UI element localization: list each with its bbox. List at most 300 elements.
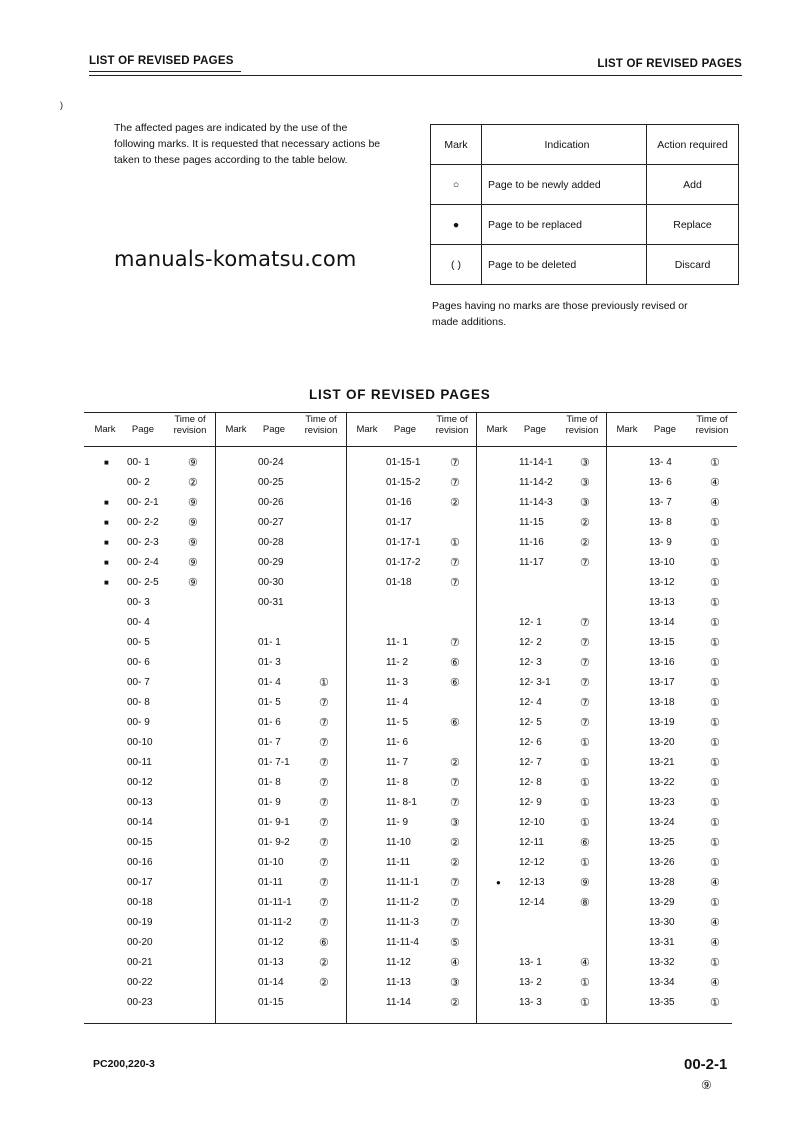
page-cell: 11- 8 [386,777,409,788]
page-cell: 11- 2 [386,657,409,668]
page-cell: 12- 8 [519,777,542,788]
page-cell: 00-20 [127,937,153,948]
col-header-time-line2: revision [304,425,338,436]
page-cell: 00- 9 [127,717,150,728]
revision-cell: ② [319,977,329,989]
page-cell: 13- 6 [649,477,672,488]
page-cell: 13- 8 [649,517,672,528]
page-cell: 00- 4 [127,617,150,628]
page-cell: 11-15 [519,517,544,528]
page-cell: 12- 5 [519,717,542,728]
page-cell: 13-30 [649,917,675,928]
page-cell: 11-14-1 [519,457,553,468]
revision-cell: ⑦ [450,897,460,909]
page-cell: 11-16 [519,537,544,548]
page-cell: 01-18 [386,577,412,588]
col-header-mark: Mark [356,424,378,435]
page-cell: 00-14 [127,817,153,828]
revision-cell: ① [710,697,720,709]
revision-cell: ① [710,957,720,969]
page-cell: 11-17 [519,557,544,568]
col-header-time-line2: revision [695,425,729,436]
page-cell: 01-15-2 [386,477,421,488]
column-divider [606,412,607,1023]
revision-cell: ⑦ [319,897,329,909]
mark-legend-row [431,245,739,285]
page-cell: 00-24 [258,457,284,468]
column-divider [215,412,216,1023]
revision-cell: ① [710,577,720,589]
revision-cell: ⑦ [580,637,590,649]
action-header: Action required [647,125,739,165]
page-cell: 13-23 [649,797,675,808]
revision-cell: ④ [710,497,720,509]
revision-cell: ⑦ [450,797,460,809]
page-cell: 00-17 [127,877,153,888]
revision-cell: ① [710,757,720,769]
revision-cell: ③ [580,477,590,489]
page-cell: 13-35 [649,997,675,1008]
page-cell: 13-15 [649,637,675,648]
indication-cell: Page to be deleted [482,245,647,285]
revision-cell: ⑨ [188,537,198,549]
revision-cell: ④ [710,917,720,929]
page-cell: 01-11-1 [258,897,292,908]
revision-cell: ⑨ [188,577,198,589]
intro-line: The affected pages are indicated by the use of the [114,122,348,134]
page-cell: 00-18 [127,897,153,908]
page-cell: 00- 5 [127,637,150,648]
col-header-time [299,414,343,436]
revision-cell: ① [710,557,720,569]
revision-cell: ① [710,537,720,549]
header-title-left: LIST OF REVISED PAGES [89,55,241,72]
revision-mark-cell: ■ [104,538,109,547]
note-paragraph [432,298,740,330]
page-cell: 11-11-1 [386,877,419,888]
revision-cell: ① [710,777,720,789]
page-cell: 12-12 [519,857,545,868]
page-cell: 11-14-2 [519,477,553,488]
page-cell: 00- 2-4 [127,557,159,568]
revision-cell: ⑦ [319,777,329,789]
page-cell: 01-12 [258,937,284,948]
revision-cell: ② [450,837,460,849]
page-cell: 13-26 [649,857,675,868]
page-cell: 11- 3 [386,677,409,688]
revision-cell: ① [450,537,460,549]
page-cell: 11-11 [386,857,411,868]
mark-legend-header-row [431,125,739,165]
revision-cell: ① [580,777,590,789]
revision-cell: ⑦ [450,777,460,789]
page-cell: 00-25 [258,477,284,488]
revision-cell: ② [580,537,590,549]
action-cell: Replace [647,205,739,245]
intro-paragraph [114,120,404,168]
col-header-page: Page [653,424,677,435]
revision-cell: ⑦ [580,677,590,689]
revision-cell: ① [710,997,720,1009]
revision-cell: ① [710,597,720,609]
revision-mark: ⑨ [701,1078,712,1092]
page-cell: 12- 4 [519,697,542,708]
revision-cell: ⑦ [580,557,590,569]
page-cell: 00-15 [127,837,153,848]
revision-cell: ⑦ [580,617,590,629]
page-cell: 01- 8 [258,777,281,788]
page-cell: 00-19 [127,917,153,928]
revision-cell: ② [580,517,590,529]
revision-cell: ② [319,957,329,969]
page-cell: 13-24 [649,817,675,828]
page-cell: 11- 7 [386,757,409,768]
page-cell: 12-13 [519,877,545,888]
page-cell: 13-28 [649,877,675,888]
page-cell: 00- 1 [127,457,150,468]
col-header-page: Page [523,424,547,435]
col-header-time [690,414,734,436]
revision-cell: ⑦ [319,737,329,749]
revision-cell: ① [710,857,720,869]
page-cell: 11-14-3 [519,497,553,508]
revision-cell: ⑦ [450,577,460,589]
revision-cell: ② [450,757,460,769]
page-cell: 11- 6 [386,737,409,748]
revision-cell: ⑦ [319,817,329,829]
page-cell: 11-11-3 [386,917,419,928]
page-cell: 13-31 [649,937,675,948]
mark-legend-table [430,124,739,285]
revision-cell: ① [710,897,720,909]
page-cell: 00- 2-3 [127,537,159,548]
col-header-page: Page [131,424,155,435]
revision-cell: ④ [710,477,720,489]
page-cell: 13-34 [649,977,675,988]
revision-mark-cell: ■ [104,578,109,587]
page-cell: 01- 1 [258,637,281,648]
revision-cell: ① [710,677,720,689]
page-cell: 01- 4 [258,677,281,688]
action-cell: Add [647,165,739,205]
page-cell: 13-20 [649,737,675,748]
page-cell: 00-21 [127,957,153,968]
page-cell: 13-32 [649,957,675,968]
page-cell: 00-10 [127,737,153,748]
header-rule [89,75,742,76]
revision-cell: ② [450,497,460,509]
revision-cell: ② [450,857,460,869]
page-cell: 00- 8 [127,697,150,708]
col-header-time [168,414,212,436]
indication-cell: Page to be replaced [482,205,647,245]
page-cell: 00-28 [258,537,284,548]
page-cell: 13- 4 [649,457,672,468]
page-cell: 00-13 [127,797,153,808]
col-header-time-line2: revision [173,425,207,436]
page-cell: 13-14 [649,617,675,628]
page-cell: 01-17 [386,517,412,528]
page-cell: 01-17-2 [386,557,421,568]
parenthesis-icon: ( ) [431,245,482,285]
page-number: 00-2-1 [684,1056,728,1073]
revision-cell: ⑦ [580,697,590,709]
page-cell: 13-25 [649,837,675,848]
page-cell: 01-17-1 [386,537,421,548]
revision-cell: ⑦ [319,877,329,889]
revision-cell: ⑦ [450,877,460,889]
page-cell: 01-16 [386,497,412,508]
note-line: made additions. [432,316,507,328]
page-cell: 01- 9-1 [258,817,290,828]
page-cell: 11- 1 [386,637,409,648]
revision-cell: ⑥ [450,677,460,689]
revision-cell: ① [710,637,720,649]
page-cell: 01-11-2 [258,917,292,928]
revision-cell: ① [710,837,720,849]
table-bottom-rule [84,1023,732,1024]
col-header-time [430,414,474,436]
col-header-time-line1: Time of [305,414,337,425]
revision-cell: ① [710,737,720,749]
filled-circle-icon: ● [431,205,482,245]
revision-cell: ⑨ [188,517,198,529]
revision-mark-cell: ■ [104,558,109,567]
revision-cell: ⑦ [319,757,329,769]
col-header-page: Page [393,424,417,435]
revision-cell: ① [710,517,720,529]
page-cell: 11- 9 [386,817,409,828]
page-cell: 01- 7 [258,737,281,748]
indication-cell: Page to be newly added [482,165,647,205]
revision-cell: ① [319,677,329,689]
col-header-time-line2: revision [565,425,599,436]
note-line: Pages having no marks are those previously revised or [432,300,688,312]
page-cell: 13- 7 [649,497,672,508]
indication-header: Indication [482,125,647,165]
page-cell: 01- 7-1 [258,757,290,768]
page-cell: 01-14 [258,977,284,988]
revision-mark-cell: ■ [104,458,109,467]
revision-cell: ⑦ [450,637,460,649]
open-circle-icon: ○ [431,165,482,205]
page-cell: 13- 3 [519,997,542,1008]
col-header-page: Page [262,424,286,435]
page-cell: 11-11-4 [386,937,419,948]
revision-cell: ② [188,477,198,489]
revision-mark-cell: ■ [104,498,109,507]
page-cell: 11-13 [386,977,411,988]
col-header-time-line1: Time of [436,414,468,425]
revision-mark-cell: ■ [104,518,109,527]
page-cell: 12- 9 [519,797,542,808]
page-cell: 00- 2-1 [127,497,159,508]
page-cell: 00-11 [127,757,152,768]
page-cell: 13-19 [649,717,675,728]
page-cell: 12- 6 [519,737,542,748]
revision-cell: ① [580,797,590,809]
revision-cell: ⑦ [319,857,329,869]
page-cell: 13-12 [649,577,675,588]
mark-header: Mark [431,125,482,165]
revision-cell: ⑦ [319,837,329,849]
page-cell: 00-27 [258,517,284,528]
revision-cell: ⑦ [450,917,460,929]
page-cell: 13-22 [649,777,675,788]
revision-cell: ④ [710,977,720,989]
revision-cell: ⑦ [319,697,329,709]
page-cell: 12- 2 [519,637,542,648]
revision-cell: ③ [580,457,590,469]
page-cell: 01-10 [258,857,284,868]
page-cell: 00- 2 [127,477,150,488]
revision-cell: ⑨ [188,497,198,509]
revision-cell: ① [580,997,590,1009]
page-cell: 12-14 [519,897,545,908]
table-top-rule [84,412,737,413]
page-cell: 11- 4 [386,697,409,708]
page-cell: 00- 6 [127,657,150,668]
page-cell: 00-31 [258,597,284,608]
revision-mark-cell: ● [496,878,501,887]
revision-cell: ④ [710,877,720,889]
revision-cell: ① [580,857,590,869]
page-cell: 12- 3 [519,657,542,668]
page-cell: 00-16 [127,857,153,868]
revision-cell: ① [580,977,590,989]
page-cell: 12-11 [519,837,544,848]
revision-cell: ⑧ [580,897,590,909]
revision-cell: ① [710,457,720,469]
revision-cell: ① [710,817,720,829]
page-cell: 00-29 [258,557,284,568]
revision-cell: ⑦ [319,797,329,809]
page-cell: 13-18 [649,697,675,708]
page-cell: 01- 9-2 [258,837,290,848]
col-header-time-line1: Time of [566,414,598,425]
page-cell: 00-26 [258,497,284,508]
revision-cell: ③ [450,817,460,829]
revision-cell: ⑨ [580,877,590,889]
revision-cell: ⑦ [580,657,590,669]
page-cell: 12- 7 [519,757,542,768]
revision-cell: ① [710,617,720,629]
page-cell: 11-11-2 [386,897,419,908]
page-cell: 12- 3-1 [519,677,551,688]
page-cell: 01- 6 [258,717,281,728]
page-cell: 13- 1 [519,957,542,968]
page-cell: 13-21 [649,757,675,768]
revision-cell: ③ [450,977,460,989]
revision-cell: ① [710,797,720,809]
revision-cell: ① [580,737,590,749]
col-header-time-line2: revision [435,425,469,436]
watermark: manuals-komatsu.com [114,247,357,271]
revision-cell: ⑥ [450,657,460,669]
revision-cell: ⑦ [450,557,460,569]
col-header-time [560,414,604,436]
revision-cell: ⑦ [319,717,329,729]
page-cell: 13-29 [649,897,675,908]
model-label: PC200,220-3 [93,1058,155,1070]
page-cell: 11- 5 [386,717,409,728]
revision-cell: ④ [710,937,720,949]
page-cell: 00- 2-5 [127,577,159,588]
revision-cell: ⑤ [450,937,460,949]
page-cell: 11-12 [386,957,411,968]
page-cell: 00- 2-2 [127,517,159,528]
revision-cell: ⑥ [319,937,329,949]
page-cell: 00-23 [127,997,153,1008]
page-cell: 01-13 [258,957,284,968]
page-cell: 11-10 [386,837,411,848]
col-header-time-line1: Time of [696,414,728,425]
revision-cell: ③ [580,497,590,509]
revision-cell: ① [580,757,590,769]
page-cell: 01- 5 [258,697,281,708]
page-cell: 13- 9 [649,537,672,548]
page-cell: 12-10 [519,817,545,828]
revision-cell: ⑥ [580,837,590,849]
page-cell: 11-14 [386,997,411,1008]
page-cell: 00-12 [127,777,153,788]
page-cell: 01-11 [258,877,283,888]
page-cell: 01- 9 [258,797,281,808]
margin-mark: ) [60,100,63,110]
mark-legend-row [431,205,739,245]
page-cell: 01-15 [258,997,284,1008]
revision-cell: ① [710,717,720,729]
revision-cell: ⑦ [319,917,329,929]
column-divider [476,412,477,1023]
col-header-mark: Mark [94,424,116,435]
table-header-rule [84,446,737,447]
page-cell: 13-17 [649,677,675,688]
revision-cell: ① [580,817,590,829]
page-cell: 13-10 [649,557,675,568]
page-cell: 00-22 [127,977,153,988]
col-header-mark: Mark [486,424,508,435]
mark-legend-row [431,165,739,205]
intro-line: following marks. It is requested that necessary actions be [114,138,381,150]
header-title-right: LIST OF REVISED PAGES [597,58,742,70]
revision-cell: ⑨ [188,457,198,469]
list-title: LIST OF REVISED PAGES [309,387,491,402]
page-cell: 13-13 [649,597,675,608]
revision-cell: ④ [450,957,460,969]
action-cell: Discard [647,245,739,285]
page-cell: 01-15-1 [386,457,421,468]
page-cell: 11- 8-1 [386,797,417,808]
revision-cell: ⑥ [450,717,460,729]
column-divider [346,412,347,1023]
col-header-mark: Mark [616,424,638,435]
revision-cell: ⑦ [450,457,460,469]
page-cell: 13- 2 [519,977,542,988]
page-cell: 00- 7 [127,677,150,688]
revision-cell: ⑦ [450,477,460,489]
revision-cell: ⑦ [580,717,590,729]
page-cell: 01- 3 [258,657,281,668]
revision-cell: ② [450,997,460,1009]
page-cell: 00- 3 [127,597,150,608]
revision-cell: ① [710,657,720,669]
col-header-mark: Mark [225,424,247,435]
page-cell: 12- 1 [519,617,542,628]
revision-cell: ⑨ [188,557,198,569]
col-header-time-line1: Time of [174,414,206,425]
intro-line: taken to these pages according to the table below. [114,154,348,166]
